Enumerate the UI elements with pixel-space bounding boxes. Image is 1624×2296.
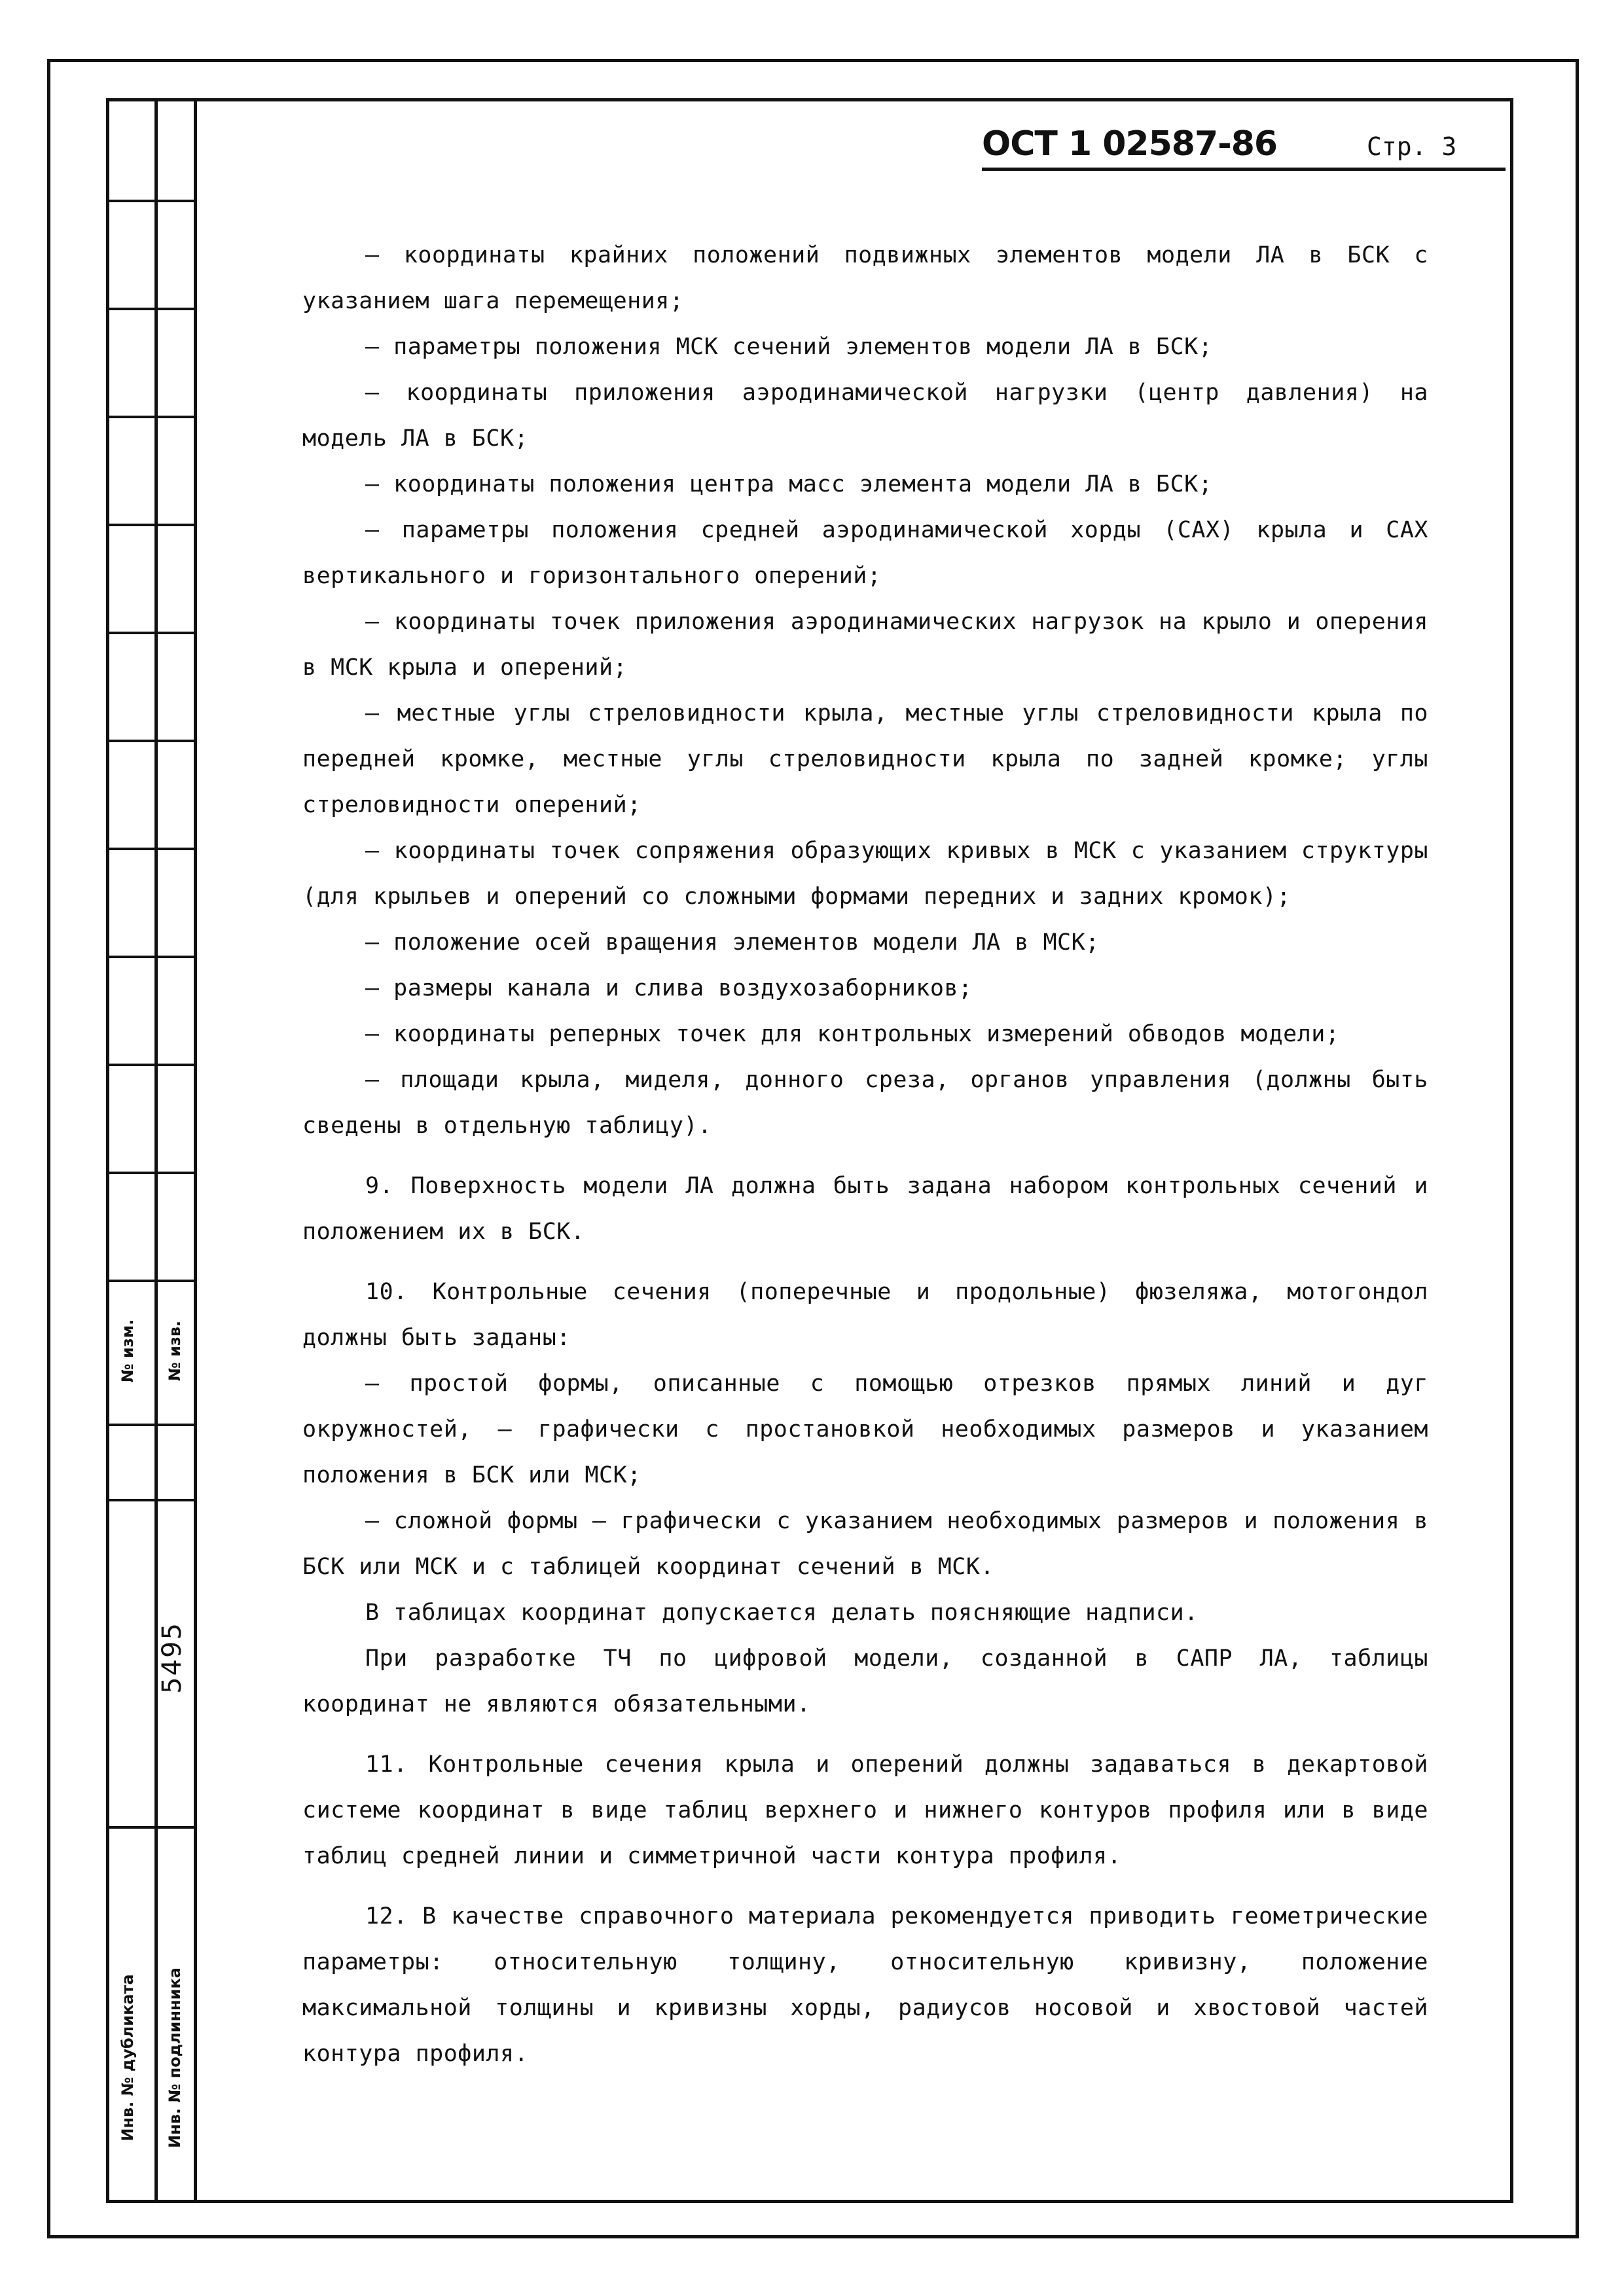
page-header [982, 124, 1506, 177]
side-cell-divider [106, 848, 195, 850]
page-number: Стр. 3 [1367, 132, 1457, 161]
list-item: – координаты положения центра масс элемента модели ЛА в БСК; [365, 471, 1213, 497]
list-item: – координаты точек приложения аэродинамических нагрузок на крыло и оперения в МСК крыла и оперений; [302, 609, 1428, 681]
document-code: ОСТ 1 02587-86 [982, 124, 1278, 164]
list-item: – площади крыла, миделя, донного среза, органов управления (должны быть сведены в отдельную таблицу). [302, 1067, 1428, 1139]
original-inventory-label: Инв. № подлинника [166, 1967, 184, 2148]
side-cell-divider [106, 1499, 195, 1501]
list-item: – сложной формы – графически с указанием необходимых размеров и положения в БСК или МСК и с таблицей координат сечений в МСК. [302, 1508, 1428, 1580]
document-body [302, 232, 1428, 2077]
list-item: – местные углы стреловидности крыла, местные углы стреловидности крыла по передней кромке, местные углы стреловидности крыла по задней кромке; углы стреловидности оперений; [302, 700, 1428, 818]
duplicate-inventory-label: Инв. № дубликата [118, 1974, 137, 2142]
paragraph: При разработке ТЧ по цифровой модели, созданной в САПР ЛА, таблицы координат не являются обязательными. [302, 1645, 1428, 1717]
original-inventory-number: 5495 [157, 1622, 187, 1694]
list-item: – положение осей вращения элементов модели ЛА в МСК; [365, 929, 1100, 956]
paragraph: В таблицах координат допускается делать поясняющие надписи. [365, 1600, 1199, 1626]
list-item: – простой формы, описанные с помощью отрезков прямых линий и дуг окружностей, – графически с простановкой необходимых размеров и указанием положения в БСК или МСК; [302, 1371, 1428, 1488]
side-cell-divider [106, 956, 195, 958]
clause-9: 9. Поверхность модели ЛА должна быть задана набором контрольных сечений и положением их в БСК. [302, 1173, 1428, 1245]
list-item: – размеры канала и слива воздухозаборников; [365, 975, 973, 1001]
side-cell-divider [106, 308, 195, 310]
side-cell-divider [106, 1826, 195, 1829]
list-item: – координаты реперных точек для контрольных измерений обводов модели; [365, 1021, 1340, 1047]
side-line-2 [154, 98, 158, 2203]
side-cell-divider [106, 1280, 195, 1282]
header-underline [982, 168, 1506, 171]
list-item: – координаты точек сопряжения образующих кривых в МСК с указанием структуры (для крыльев и оперений со сложными формами передних и задних кромок); [302, 838, 1428, 910]
side-cell-divider [106, 740, 195, 742]
side-cell-divider [106, 524, 195, 526]
side-line-3 [194, 98, 197, 2203]
side-cell-divider [106, 416, 195, 418]
list-item: – координаты крайних положений подвижных элементов модели ЛА в БСК с указанием шага перемещения; [302, 242, 1428, 314]
clause-12: 12. В качестве справочного материала рекомендуется приводить геометрические параметры: относительную толщину, относительную кривизну, положение максимальной толщины и кривизны хорды, радиусов носовой и хвостовой частей контура профиля. [302, 1903, 1428, 2067]
clause-10: 10. Контрольные сечения (поперечные и продольные) фюзеляжа, мотогондол должны быть заданы: [302, 1279, 1428, 1351]
clause-11: 11. Контрольные сечения крыла и оперений должны задаваться в декартовой системе координат в виде таблиц верхнего и нижнего контуров профиля или в виде таблиц средней линии и симметричной части контура профиля. [302, 1751, 1428, 1869]
side-cell-divider [106, 200, 195, 202]
change-number-label: № изм. [118, 1319, 137, 1383]
list-item: – координаты приложения аэродинамической нагрузки (центр давления) на модель ЛА в БСК; [302, 380, 1428, 452]
side-cell-divider [106, 632, 195, 634]
side-cell-divider [106, 1172, 195, 1174]
side-cell-divider [106, 1064, 195, 1066]
side-line-1 [106, 98, 109, 2203]
notice-number-label: № изв. [166, 1320, 184, 1382]
list-item: – параметры положения МСК сечений элементов модели ЛА в БСК; [365, 334, 1213, 360]
side-cell-divider [106, 1424, 195, 1426]
list-item: – параметры положения средней аэродинамической хорды (САХ) крыла и САХ вертикального и горизонтального оперений; [302, 517, 1428, 589]
